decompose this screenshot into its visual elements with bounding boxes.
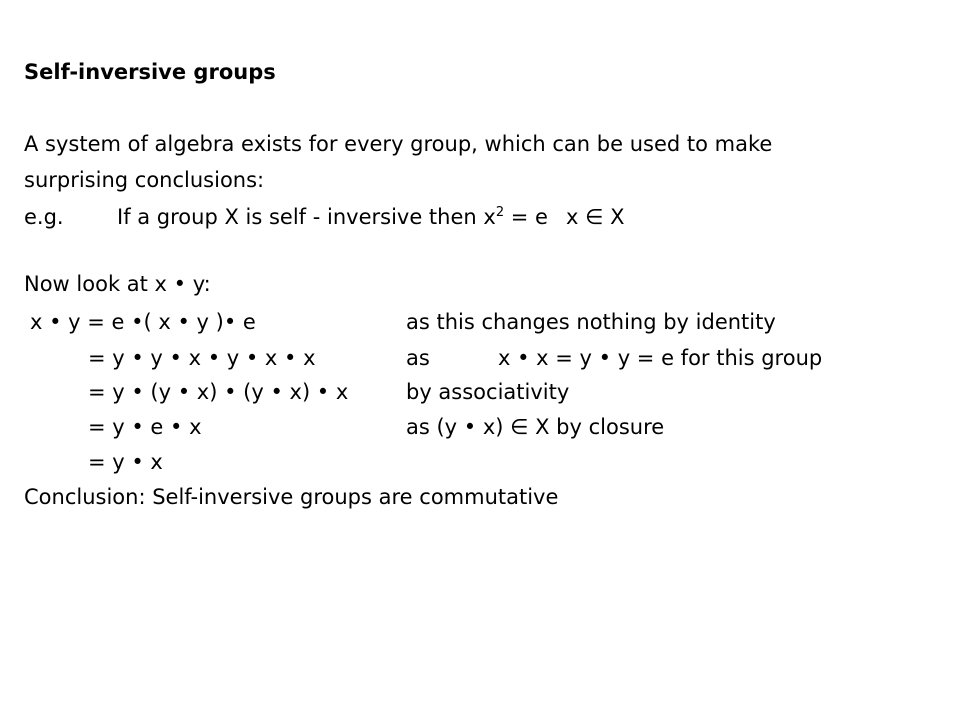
example-text: If a group X is self - inversive then x: [117, 205, 496, 229]
proof-reason-2b: x • x = y • y = e for this group: [498, 346, 823, 370]
example-statement: [117, 203, 548, 231]
conclusion-line: Conclusion: Self-inversive groups are commutative: [24, 485, 559, 509]
proof-reason-4: as (y • x) ∈ X by closure: [406, 415, 665, 439]
example-exponent: 2: [495, 205, 505, 220]
example-line: [24, 203, 64, 231]
proof-expr-4: = y • e • x: [88, 415, 202, 439]
proof-reason-3: by associativity: [406, 380, 570, 404]
intro-line-1: A system of algebra exists for every group, which can be used to make: [24, 132, 773, 156]
proof-expr-3: = y • (y • x) • (y • x) • x: [88, 380, 349, 404]
proof-expr-1: x • y = e •( x • y )• e: [30, 310, 256, 334]
proof-expr-5: = y • x: [88, 450, 163, 474]
example-label: e.g.: [24, 205, 64, 229]
example-text-end: = e: [504, 205, 548, 229]
proof-reason-2a: as: [406, 346, 430, 370]
look-line: Now look at x • y:: [24, 272, 211, 296]
example-qualifier: x ∈ X: [566, 205, 625, 229]
intro-line-2: surprising conclusions:: [24, 168, 265, 192]
proof-expr-2: = y • y • x • y • x • x: [88, 346, 316, 370]
proof-reason-1: as this changes nothing by identity: [406, 310, 776, 334]
slide-title: Self-inversive groups: [24, 60, 276, 84]
